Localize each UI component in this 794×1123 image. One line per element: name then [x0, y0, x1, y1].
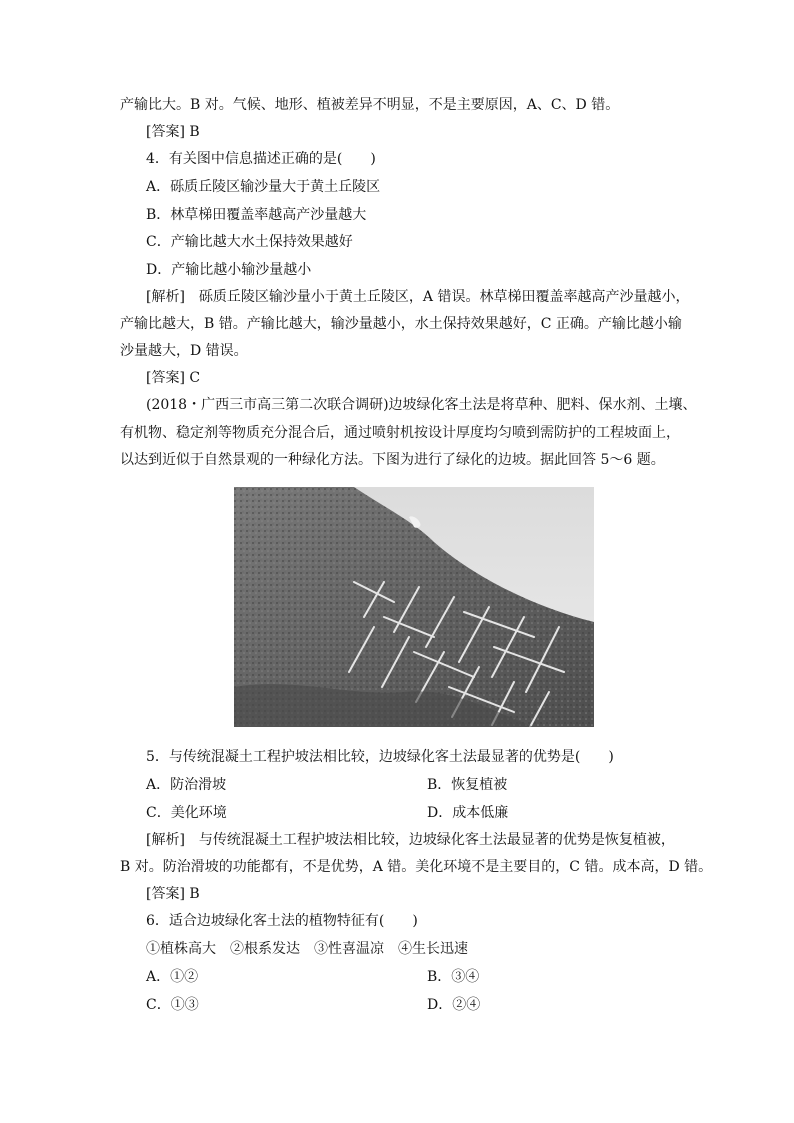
- option-b: B．③④: [427, 969, 480, 985]
- question-5: 5．与传统混凝土工程护坡法相比较，边坡绿化客土法最显著的优势是( ): [146, 749, 614, 765]
- analysis-text: [解析] 砾质丘陵区输沙量小于黄土丘陵区，A 错误。林草梯田覆盖率越高产沙量越小，: [146, 289, 690, 305]
- option-c: C．产输比越大水土保持效果越好: [146, 234, 353, 250]
- material-intro: 有机物、稳定剂等物质充分混合后，通过喷射机按设计厚度均匀喷到需防护的工程坡面上，: [120, 425, 680, 441]
- option-b: B．恢复植被: [427, 777, 508, 793]
- text-line: 产输比大。B 对。气候、地形、植被差异不明显，不是主要原因，A、C、D 错。: [120, 97, 620, 113]
- option-a: A．防治滑坡: [146, 777, 227, 793]
- analysis-text: 产输比越大，B 错。产输比越大，输沙量越小，水土保持效果越好，C 正确。产输比越小输: [120, 316, 682, 332]
- option-c: C．①③: [146, 997, 199, 1013]
- feature-list: ①植株高大 ②根系发达 ③性喜温凉 ④生长迅速: [146, 941, 468, 957]
- analysis-text: [解析] 与传统混凝土工程护坡法相比较，边坡绿化客土法最显著的优势是恢复植被，: [146, 832, 675, 848]
- option-b: B．林草梯田覆盖率越高产沙量越大: [146, 207, 367, 223]
- question-6: 6．适合边坡绿化客土法的植物特征有( ): [146, 913, 418, 929]
- answer-label: [答案] C: [146, 370, 201, 386]
- analysis-text: 沙量越大，D 错误。: [120, 343, 248, 359]
- option-c: C．美化环境: [146, 805, 227, 821]
- material-intro: (2018・广西三市高三第二次联合调研)边坡绿化客土法是将草种、肥料、保水剂、土壤、: [146, 397, 697, 413]
- option-a: A．砾质丘陵区输沙量大于黄土丘陵区: [146, 179, 381, 195]
- analysis-text: B 对。防治滑坡的功能都有，不是优势，A 错。美化环境不是主要目的，C 错。成本高，D 错。: [120, 859, 713, 875]
- material-intro: 以达到近似于自然景观的一种绿化方法。下图为进行了绿化的边坡。据此回答 5～6 题。: [120, 452, 665, 468]
- slope-greening-photo: [234, 487, 594, 727]
- option-a: A．①②: [146, 969, 199, 985]
- option-d: D．②④: [427, 997, 481, 1013]
- question-4: 4．有关图中信息描述正确的是( ): [146, 151, 376, 167]
- option-d: D．成本低廉: [427, 805, 509, 821]
- answer-label: [答案] B: [146, 124, 200, 140]
- option-d: D．产输比越小输沙量越小: [146, 262, 312, 278]
- answer-label: [答案] B: [146, 886, 200, 902]
